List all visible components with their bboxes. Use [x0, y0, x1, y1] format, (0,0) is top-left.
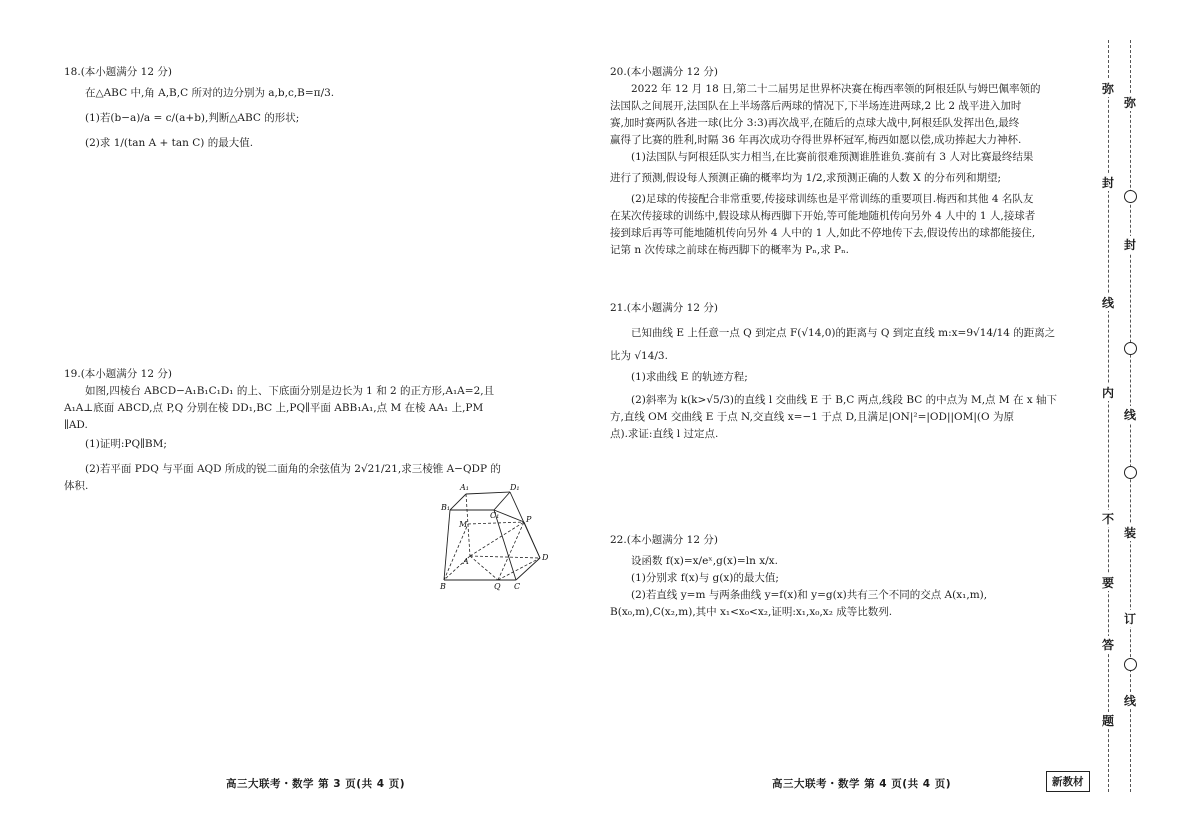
- q20-part2-line2: 在某次传接球的训练中,假设球从梅西脚下开始,等可能地随机传向另外 4 人中的 1 人,接球者: [610, 210, 1036, 222]
- q20-stem-line1: 2022 年 12 月 18 日,第二十二届男足世界杯决赛在梅西率领的阿根廷队与姆巴佩率领的: [631, 83, 1041, 95]
- strip-char: 要: [1098, 574, 1118, 591]
- q20-stem-line3: 赛,加时赛两队各进一球(比分 3:3)再次战平,在随后的点球大战中,阿根廷队发挥出色,最终: [610, 117, 1020, 129]
- label-m: M: [459, 520, 468, 529]
- seal-circle: [1124, 190, 1137, 203]
- new-textbook-badge: 新教材: [1046, 771, 1090, 792]
- q19-part1: (1)证明:PQ∥BM;: [85, 438, 167, 450]
- left-footer: 高三大联考・数学 第 3 页(共 4 页): [226, 778, 405, 790]
- q18-part1: (1)若(b−a)/a = c/(a+b),判断△ABC 的形状;: [85, 112, 300, 124]
- question-18: [64, 64, 544, 152]
- q19-part2-line2: 体积.: [64, 480, 89, 492]
- right-footer: 高三大联考・数学 第 4 页(共 4 页): [772, 778, 951, 790]
- strip-char: 封: [1120, 236, 1140, 253]
- q18-part2: (2)求 1/(tan A + tan C) 的最大值.: [85, 137, 254, 149]
- question-19: [64, 366, 550, 495]
- seal-circle: [1124, 466, 1137, 479]
- label-a1: A₁: [460, 483, 469, 492]
- strip-char: 弥: [1120, 94, 1140, 111]
- strip-char: 封: [1098, 174, 1118, 191]
- strip-char: 题: [1098, 712, 1118, 729]
- strip-char: 不: [1098, 510, 1118, 527]
- question-20: [610, 64, 1098, 259]
- label-q: Q: [494, 582, 501, 591]
- strip-char: 线: [1098, 294, 1118, 311]
- q20-title: 20.(本小题满分 12 分): [610, 66, 718, 78]
- q21-stem-line1: 已知曲线 E 上任意一点 Q 到定点 F(√14,0)的距离与 Q 到定直线 m:x=9√14/14 的距离之: [631, 327, 1056, 339]
- seal-circle: [1124, 342, 1137, 355]
- q22-part1: (1)分别求 f(x)与 g(x)的最大值;: [631, 572, 779, 584]
- q18-stem: 在△ABC 中,角 A,B,C 所对的边分别为 a,b,c,B=π/3.: [85, 87, 335, 99]
- label-c1: C₁: [490, 511, 500, 520]
- label-b: B: [440, 582, 446, 591]
- label-c: C: [514, 582, 521, 591]
- question-21: [610, 300, 1098, 443]
- q20-stem-line2: 法国队之间展开,法国队在上半场落后两球的情况下,下半场连进两球,2 比 2 战平进入加时: [610, 100, 1022, 112]
- q19-stem-line3: ∥AD.: [64, 419, 88, 431]
- q19-part2-line1: (2)若平面 PDQ 与平面 AQD 所成的锐二面角的余弦值为 2√21/21,求三棱锥 A−QDP 的: [85, 463, 501, 475]
- q21-part1: (1)求曲线 E 的轨迹方程;: [631, 371, 748, 383]
- q22-stem: 设函数 f(x)=x/eˣ,g(x)=ln x/x.: [631, 555, 778, 567]
- label-b1: B₁: [441, 503, 451, 512]
- strip-char: 内: [1098, 384, 1118, 401]
- strip-char: 线: [1120, 692, 1140, 709]
- q20-part2-line3: 接到球后再等可能地随机传向另外 4 人中的 1 人,如此不停地传下去,假设传出的球都能接住,: [610, 227, 1036, 239]
- label-d1: D₁: [510, 483, 520, 492]
- q20-stem-line4: 赢得了比赛的胜利,时隔 36 年再次成功夺得世界杯冠军,梅西如愿以偿,成功捧起大力神杯.: [610, 134, 1022, 146]
- label-d: D: [542, 553, 549, 562]
- q19-stem-line1: 如图,四棱台 ABCD−A₁B₁C₁D₁ 的上、下底面分别是边长为 1 和 2 的正方形,A₁A=2,且: [85, 385, 495, 397]
- left-page: [0, 0, 560, 832]
- label-p: P: [526, 515, 532, 524]
- q20-part2-line1: (2)足球的传接配合非常重要,传接球训练也是平常训练的重要项目.梅西和其他 4 名队友: [631, 193, 1034, 205]
- seal-circle: [1124, 658, 1137, 671]
- q22-part2-line2: B(x₀,m),C(x₂,m),其中 x₁<x₀<x₂,证明:x₁,x₀,x₂ 成等比数列.: [610, 606, 893, 618]
- q21-part2-line2: 方,直线 OM 交曲线 E 于点 N,交直线 x=−1 于点 D,且满足|ON|²=|OD||OM|(O 为原: [610, 411, 1014, 423]
- seal-line-outer: [1108, 40, 1109, 792]
- q21-stem-line2: 比为 √14/3.: [610, 350, 668, 362]
- strip-char: 弥: [1098, 80, 1118, 97]
- binding-strip: [1098, 40, 1142, 792]
- q20-part1-line1: (1)法国队与阿根廷队实力相当,在比赛前很难预测谁胜谁负.赛前有 3 人对比赛最终结果: [631, 151, 1034, 163]
- question-22: [610, 532, 1098, 621]
- q22-title: 22.(本小题满分 12 分): [610, 534, 718, 546]
- q18-title: 18.(本小题满分 12 分): [64, 66, 172, 78]
- strip-char: 线: [1120, 406, 1140, 423]
- frustum-figure: [432, 480, 552, 592]
- q21-part2-line1: (2)斜率为 k(k>√5/3)的直线 l 交曲线 E 于 B,C 两点,线段 BC 的中点为 M,点 M 在 x 轴下: [631, 394, 1058, 406]
- q20-part2-line4: 记第 n 次传球之前球在梅西脚下的概率为 Pₙ,求 Pₙ.: [610, 244, 850, 256]
- q21-part2-line3: 点).求证:直线 l 过定点.: [610, 428, 719, 440]
- label-a: A: [463, 557, 469, 566]
- q19-stem-line2: A₁A⊥底面 ABCD,点 P,Q 分别在棱 DD₁,BC 上,PQ∥平面 ABB₁A₁,点 M 在棱 AA₁ 上,PM: [64, 402, 484, 414]
- q19-title: 19.(本小题满分 12 分): [64, 368, 172, 380]
- right-page: [580, 0, 1100, 832]
- strip-char: 装: [1120, 524, 1140, 541]
- q20-part1-line2: 进行了预测,假设每人预测正确的概率均为 1/2,求预测正确的人数 X 的分布列和期望;: [610, 172, 1002, 184]
- strip-char: 订: [1120, 610, 1140, 627]
- q21-title: 21.(本小题满分 12 分): [610, 302, 718, 314]
- strip-char: 答: [1098, 636, 1118, 653]
- q22-part2-line1: (2)若直线 y=m 与两条曲线 y=f(x)和 y=g(x)共有三个不同的交点 A(x₁,m),: [631, 589, 988, 601]
